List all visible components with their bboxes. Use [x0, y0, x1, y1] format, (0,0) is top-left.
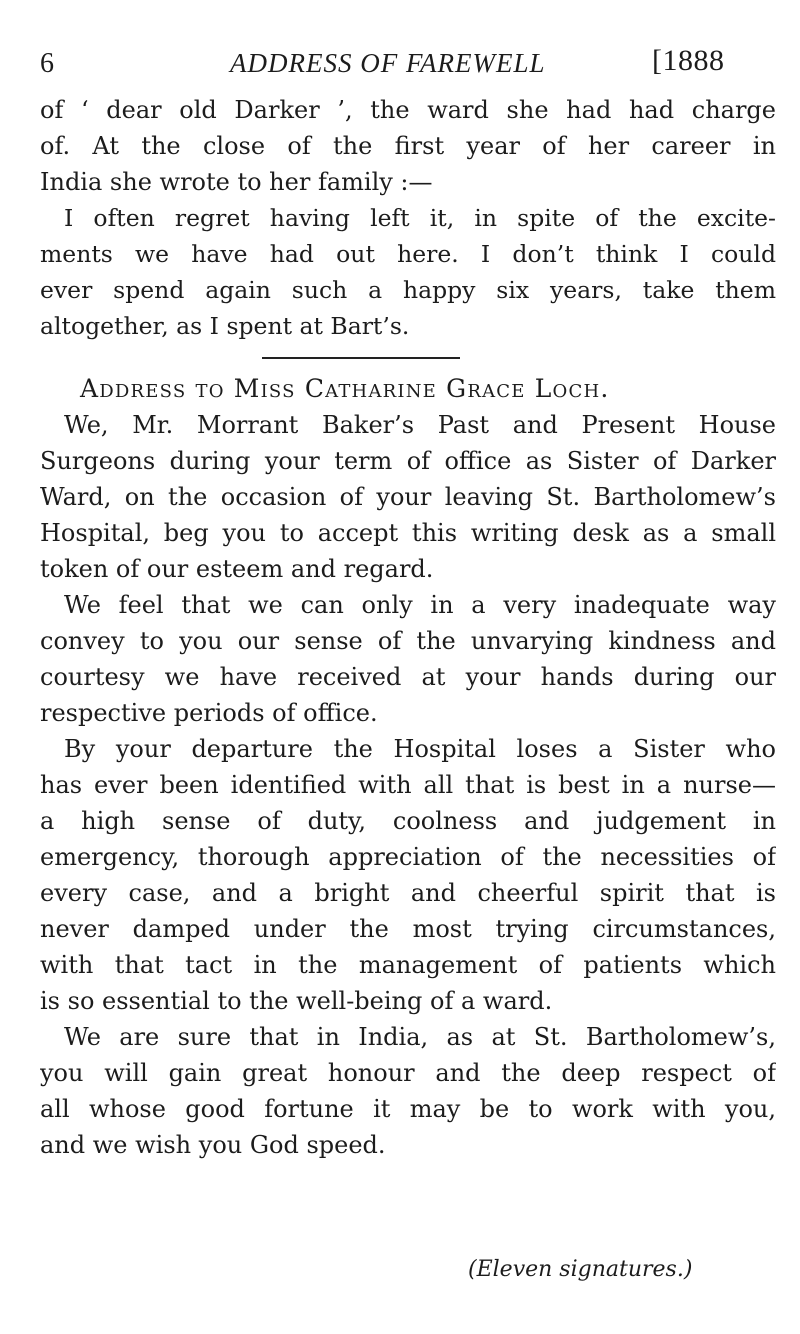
text-line: a high sense of duty, coolness and judgement in: [40, 807, 776, 835]
text-line: courtesy we have received at your hands during our: [40, 663, 776, 691]
text-line: We are sure that in India, as at St. Bartholomew’s,: [64, 1023, 776, 1051]
running-year: [1888: [652, 44, 725, 77]
text-line: convey to you our sense of the unvarying kindness and: [40, 627, 776, 655]
text-line: Surgeons during your term of office as Sister of Darker: [40, 447, 776, 475]
text-line: ments we have had out here. I don’t think I could: [40, 240, 776, 268]
address-text: [40, 407, 776, 1163]
running-title: ADDRESS OF FAREWELL: [230, 48, 546, 78]
text-line: is so essential to the well-being of a ward.: [40, 987, 553, 1015]
text-line: of ‘ dear old Darker ’, the ward she had had charge: [40, 96, 776, 124]
letter-quote: [40, 200, 776, 344]
text-line: altogether, as I spent at Bart’s.: [40, 312, 410, 340]
text-line: We feel that we can only in a very inadequate way: [64, 591, 776, 619]
text-line: token of our esteem and regard.: [40, 555, 434, 583]
intro-paragraph: [40, 92, 776, 200]
text-line: never damped under the most trying circumstances,: [40, 915, 776, 943]
page-number: 6: [40, 48, 54, 79]
text-line: of. At the close of the first year of her career in: [40, 132, 776, 160]
text-line: and we wish you God speed.: [40, 1131, 386, 1159]
text-line: India she wrote to her family :—: [40, 168, 433, 196]
text-line: you will gain great honour and the deep respect of: [40, 1059, 776, 1087]
text-line: By your departure the Hospital loses a Sister who: [64, 735, 776, 763]
text-line: Hospital, beg you to accept this writing desk as a small: [40, 519, 776, 547]
running-head: [40, 44, 780, 84]
section-heading: Address to Miss Catharine Grace Loch.: [80, 374, 610, 403]
signatures-note: (Eleven signatures.): [468, 1257, 693, 1282]
text-line: every case, and a bright and cheerful spirit that is: [40, 879, 776, 907]
text-line: emergency, thorough appreciation of the necessities of: [40, 843, 776, 871]
section-divider: [262, 357, 460, 359]
text-line: has ever been identified with all that is best in a nurse—: [40, 771, 776, 799]
text-line: We, Mr. Morrant Baker’s Past and Present House: [64, 411, 776, 439]
text-line: all whose good fortune it may be to work with you,: [40, 1095, 776, 1123]
text-line: with that tact in the management of patients which: [40, 951, 776, 979]
text-line: I often regret having left it, in spite of the excite-: [64, 204, 776, 232]
text-line: Ward, on the occasion of your leaving St. Bartholomew’s: [40, 483, 776, 511]
text-line: respective periods of office.: [40, 699, 378, 727]
text-line: ever spend again such a happy six years, take them: [40, 276, 776, 304]
